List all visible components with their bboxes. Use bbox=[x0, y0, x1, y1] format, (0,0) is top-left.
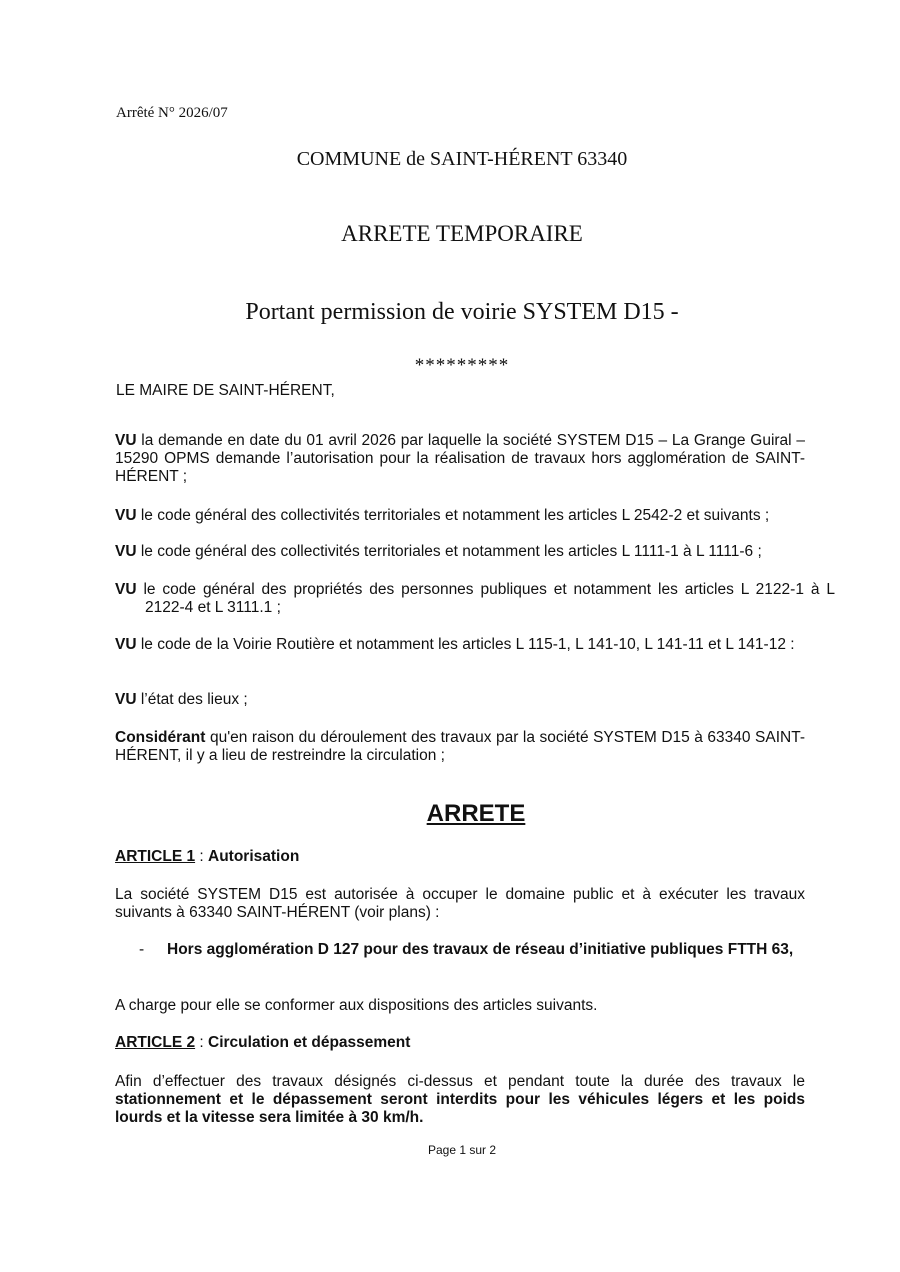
article-1-bullet: Hors agglomération D 127 pour des travaux de réseau d’initiative publiques FTTH 63, bbox=[167, 941, 794, 958]
bullet-dash: - bbox=[139, 941, 145, 958]
vu-keyword: VU bbox=[115, 691, 137, 708]
article-2-heading bbox=[115, 1034, 410, 1052]
article-1-heading bbox=[115, 848, 299, 866]
vu-item-1 bbox=[115, 432, 805, 486]
commune-heading: COMMUNE de SAINT-HÉRENT 63340 bbox=[296, 148, 628, 170]
page-number: Page 1 sur 2 bbox=[427, 1143, 497, 1157]
article-1-closing: A charge pour elle se conformer aux dispositions des articles suivants. bbox=[115, 997, 598, 1014]
article-2-body-intro: Afin d’effectuer des travaux désignés ci-dessus et pendant toute la durée des travaux le bbox=[115, 1073, 805, 1090]
vu-text: la demande en date du 01 avril 2026 par laquelle la société SYSTEM D15 – La Grange Guiral – 15290 OPMS demande l’autorisation pour la réalisation de travaux hors agglomération de SAINT-HÉRENT ; bbox=[115, 432, 805, 485]
vu-text: le code général des collectivités territoriales et notamment les articles L 2542-2 et suivants ; bbox=[140, 507, 770, 524]
arrete-reference: Arrêté N° 2026/07 bbox=[116, 105, 228, 121]
vu-keyword: VU bbox=[115, 432, 137, 449]
article-2-separator: : bbox=[195, 1034, 209, 1051]
article-1-title: Autorisation bbox=[208, 848, 300, 865]
vu-keyword: VU bbox=[115, 543, 137, 560]
mayor-authority: LE MAIRE DE SAINT-HÉRENT, bbox=[116, 382, 335, 399]
considerant-keyword: Considérant bbox=[115, 729, 206, 746]
article-2-title: Circulation et dépassement bbox=[208, 1034, 411, 1051]
stars-separator: ********* bbox=[414, 355, 510, 376]
document-subtitle: Portant permission de voirie SYSTEM D15 - bbox=[245, 299, 679, 325]
article-1-label: ARTICLE 1 bbox=[115, 848, 196, 865]
vu-keyword: VU bbox=[115, 507, 137, 524]
vu-item-4 bbox=[115, 581, 835, 617]
considerant-text: qu'en raison du déroulement des travaux par la société SYSTEM D15 à 63340 SAINT-HÉRENT, il y a lieu de restreindre la circulation ; bbox=[115, 729, 805, 764]
article-2-body bbox=[115, 1073, 805, 1127]
article-1-separator: : bbox=[195, 848, 209, 865]
vu-text: l’état des lieux ; bbox=[140, 691, 248, 708]
vu-item-6 bbox=[115, 691, 805, 709]
article-2-body-bold: stationnement et le dépassement seront interdits pour les véhicules légers et les poids lourds et la vitesse sera limitée à 30 km/h. bbox=[115, 1091, 805, 1126]
considerant-paragraph bbox=[115, 729, 805, 765]
vu-item-2 bbox=[115, 507, 805, 525]
article-2-label: ARTICLE 2 bbox=[115, 1034, 196, 1051]
vu-item-5 bbox=[115, 636, 835, 654]
arrete-heading: ARRETE bbox=[426, 800, 526, 827]
article-1-body: La société SYSTEM D15 est autorisée à occuper le domaine public et à exécuter les travaux suivants à 63340 SAINT-HÉRENT (voir plans) : bbox=[115, 886, 805, 921]
vu-text: le code général des propriétés des personnes publiques et notamment les articles L 2122-1 à L 2122-4 et L 3111.1 ; bbox=[143, 581, 835, 616]
vu-keyword: VU bbox=[115, 581, 137, 598]
vu-item-3 bbox=[115, 543, 805, 561]
vu-keyword: VU bbox=[115, 636, 137, 653]
vu-text: le code général des collectivités territoriales et notamment les articles L 1111-1 à L 1111-6 ; bbox=[140, 543, 762, 560]
vu-text: le code de la Voirie Routière et notamment les articles L 115-1, L 141-10, L 141-11 et L 141-12 : bbox=[140, 636, 795, 653]
document-title: ARRETE TEMPORAIRE bbox=[341, 221, 583, 246]
